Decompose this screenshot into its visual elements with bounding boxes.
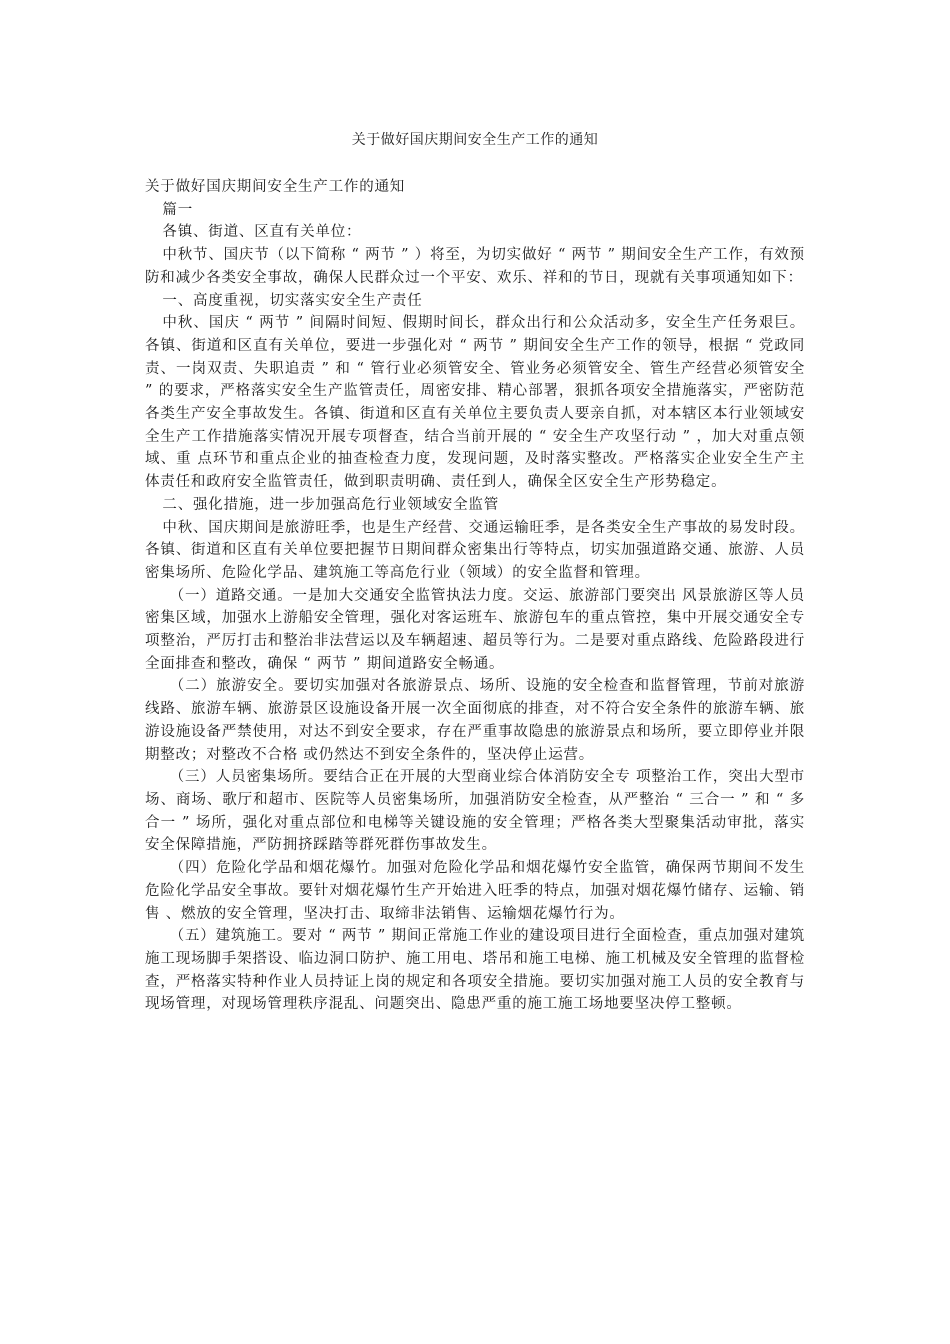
- document-title: 关于做好国庆期间安全生产工作的通知: [351, 132, 599, 148]
- section-heading-2: 二、强化措施，进一步加强高危行业领域安全监管: [162, 496, 499, 513]
- document-body: [145, 176, 805, 1016]
- section-heading-1: 一、高度重视，切实落实安全生产责任: [162, 292, 423, 309]
- paragraph-hazardous-chemicals: （四）危险化学品和烟花爆竹。加强对危险化学品和烟花爆竹安全监管，确保两节期间不发生危险化学品安全事故。要针对烟花爆竹生产开始进入旺季的特点，加强对烟花爆竹储存、运输、销售 、燃放的安全管理，坚决打击、取缔非法销售、运输烟花爆竹行为。: [145, 860, 805, 922]
- paragraph-responsibility: 中秋、国庆 “ 两节 ” 间隔时间短、假期时间长，群众出行和公众活动多，安全生产任务艰巨。各镇、街道和区直有关单位，要进一步强化对 “ 两节 ” 期间安全生产工作的领导，根据 “ 党政同责、一岗双责、失职追责 ” 和 “ 管行业必须管安全、管业务必须管安全、管生产经营必须管安全 ” 的要求，严格落实安全生产监管责任，周密安排、精心部署，狠抓各项安全措施落实，严密防范各类生产安全事故发生。各镇、街道和区直有关单位主要负责人要亲自抓，对本辖区本行业领域安全生产工作措施落实情况开展专项督查，结合当前开展的 “ 安全生产攻坚行动 ” ，加大对重点领域、重 点环节和重点企业的抽查检查力度，发现问题，及时落实整改。严格落实企业安全生产主体责任和政府安全监管责任，做到职责明确、责任到人，确保全区安全生产形势稳定。: [145, 315, 805, 491]
- section-label: 篇一: [162, 201, 193, 218]
- heading-repeat: 关于做好国庆期间安全生产工作的通知: [145, 179, 406, 195]
- paragraph-construction: （五）建筑施工。要对 “ 两节 ” 期间正常施工作业的建设项目进行全面检查，重点加强对建筑施工现场脚手架搭设、临边洞口防护、施工用电、塔吊和施工电梯、施工机械及安全管理的监督检查，严格落实特种作业人员持证上岗的规定和各项安全措施。要切实加强对施工人员的安全教育与现场管理，对现场管理秩序混乱、问题突出、隐患严重的施工施工场地要坚决停工整顿。: [145, 928, 805, 1013]
- paragraph-crowded-places: （三）人员密集场所。要结合正在开展的大型商业综合体消防安全专 项整治工作，突出大型市场、商场、歌厅和超市、医院等人员密集场所，加强消防安全检查，从严整治 “ 三合一 ” 和 “ 多合一 ” 场所，强化对重点部位和电梯等关键设施的安全管理；严格各类大型聚集活动审批，落实安全保障措施，严防拥挤踩踏等群死群伤事故发生。: [145, 769, 805, 854]
- paragraph-high-risk: 中秋、国庆期间是旅游旺季，也是生产经营、交通运输旺季，是各类安全生产事故的易发时段。各镇、街道和区直有关单位要把握节日期间群众密集出行等特点，切实加强道路交通、旅游、人员密集场所、危险化学品、建筑施工等高危行业（领域）的安全监督和管理。: [145, 519, 805, 581]
- salutation: 各镇、街道、区直有关单位：: [162, 224, 362, 241]
- paragraph-road-traffic: （一）道路交通。一是加大交通安全监管执法力度。交运、旅游部门要突出 风景旅游区等人员密集区域，加强水上游船安全管理，强化对客运班车、旅游包车的重点管控，集中开展交通安全专项整治，严厉打击和整治非法营运以及车辆超速、超员等行为。二是要对重点路线、危险路段进行全面排查和整改，确保 “ 两节 ” 期间道路安全畅通。: [145, 587, 805, 672]
- paragraph-tourism-safety: （二）旅游安全。要切实加强对各旅游景点、场所、设施的安全检查和监督管理，节前对旅游线路、旅游车辆、旅游景区设施设备开展一次全面彻底的排查，对不符合安全条件的旅游车辆、旅游设施设备严禁使用，对达不到安全要求，存在严重事故隐患的旅游景点和场所，要立即停业并限期整改；对整改不合格 或仍然达不到安全条件的，坚决停止运营。: [145, 678, 805, 763]
- intro-paragraph: 中秋节、国庆节（以下简称 “ 两节 ” ）将至，为切实做好 “ 两节 ” 期间安全生产工作，有效预防和减少各类安全事故，确保人民群众过一个平安、欢乐、祥和的节日，现就有关事项通知如下：: [145, 247, 805, 286]
